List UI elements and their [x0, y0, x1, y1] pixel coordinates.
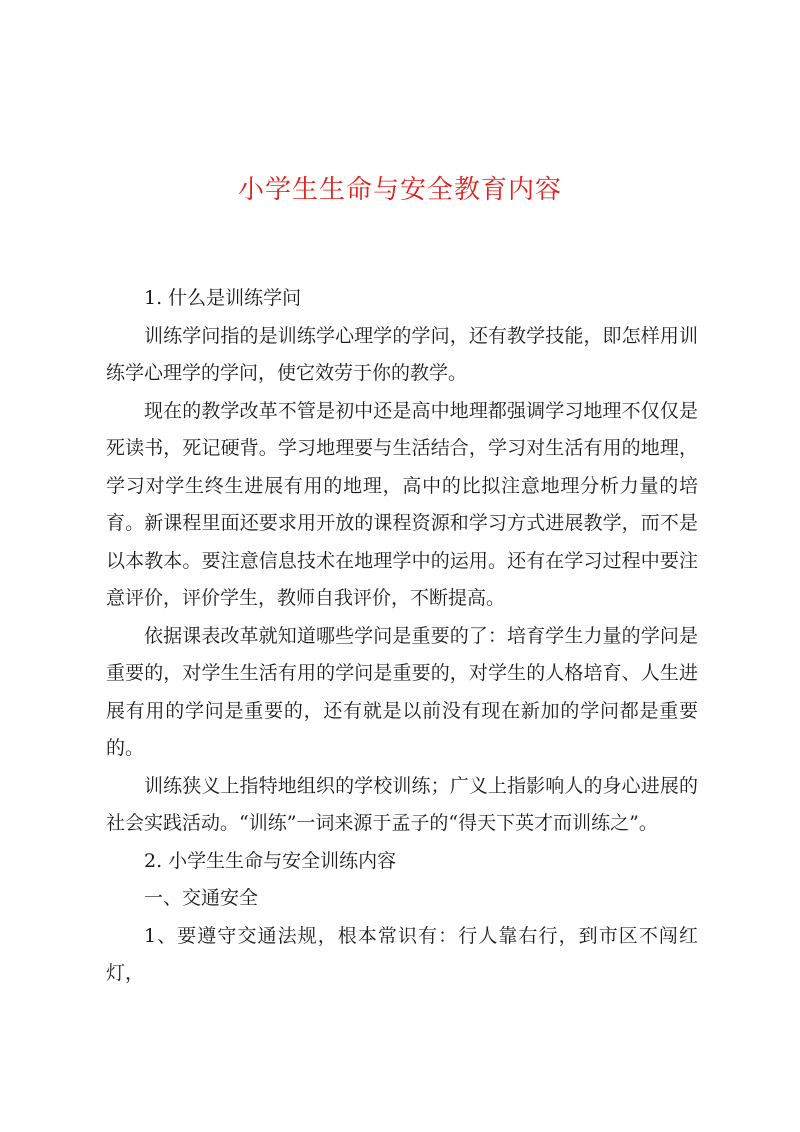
paragraph-4: 训练狭义上指特地组织的学校训练；广义上指影响人的身心进展的社会实践活动。“训练”一词来源于孟子的“得天下英才而训练之”。 [106, 774, 698, 834]
section-heading-2: 2. 小学生生命与安全训练内容 [144, 849, 397, 872]
paragraph-2: 现在的教学改革不管是初中还是高中地理都强调学习地理不仅仅是死读书，死记硬背。学习地理要与生活结合，学习对生活有用的地理，学习对学生终生进展有用的地理，高中的比拟注意地理分析力量的培育。新课程里面还要求用开放的课程资源和学习方式进展教学，而不是以本教本。要注意信息技术在地理学中的运用。还有在学习过程中要注意评价，评价学生，教师自我评价，不断提高。 [106, 399, 698, 609]
list-item-1: 1、要遵守交通法规，根本常识有：行人靠右行，到市区不闯红灯， [106, 924, 698, 984]
document-title: 小学生生命与安全教育内容 [237, 175, 562, 205]
section-heading-1: 1. 什么是训练学问 [144, 287, 302, 309]
subsection-heading-traffic: 一、交通安全 [144, 887, 259, 909]
paragraph-1: 训练学问指的是训练学心理学的学问，还有教学技能，即怎样用训练学心理学的学问，使它效劳于你的教学。 [106, 324, 698, 384]
document-body [106, 280, 698, 993]
paragraph-3: 依据课表改革就知道哪些学问是重要的了：培育学生力量的学问是重要的，对学生生活有用的学问是重要的，对学生的人格培育、人生进展有用的学问是重要的，还有就是以前没有现在新加的学问都是重要的。 [106, 624, 698, 759]
